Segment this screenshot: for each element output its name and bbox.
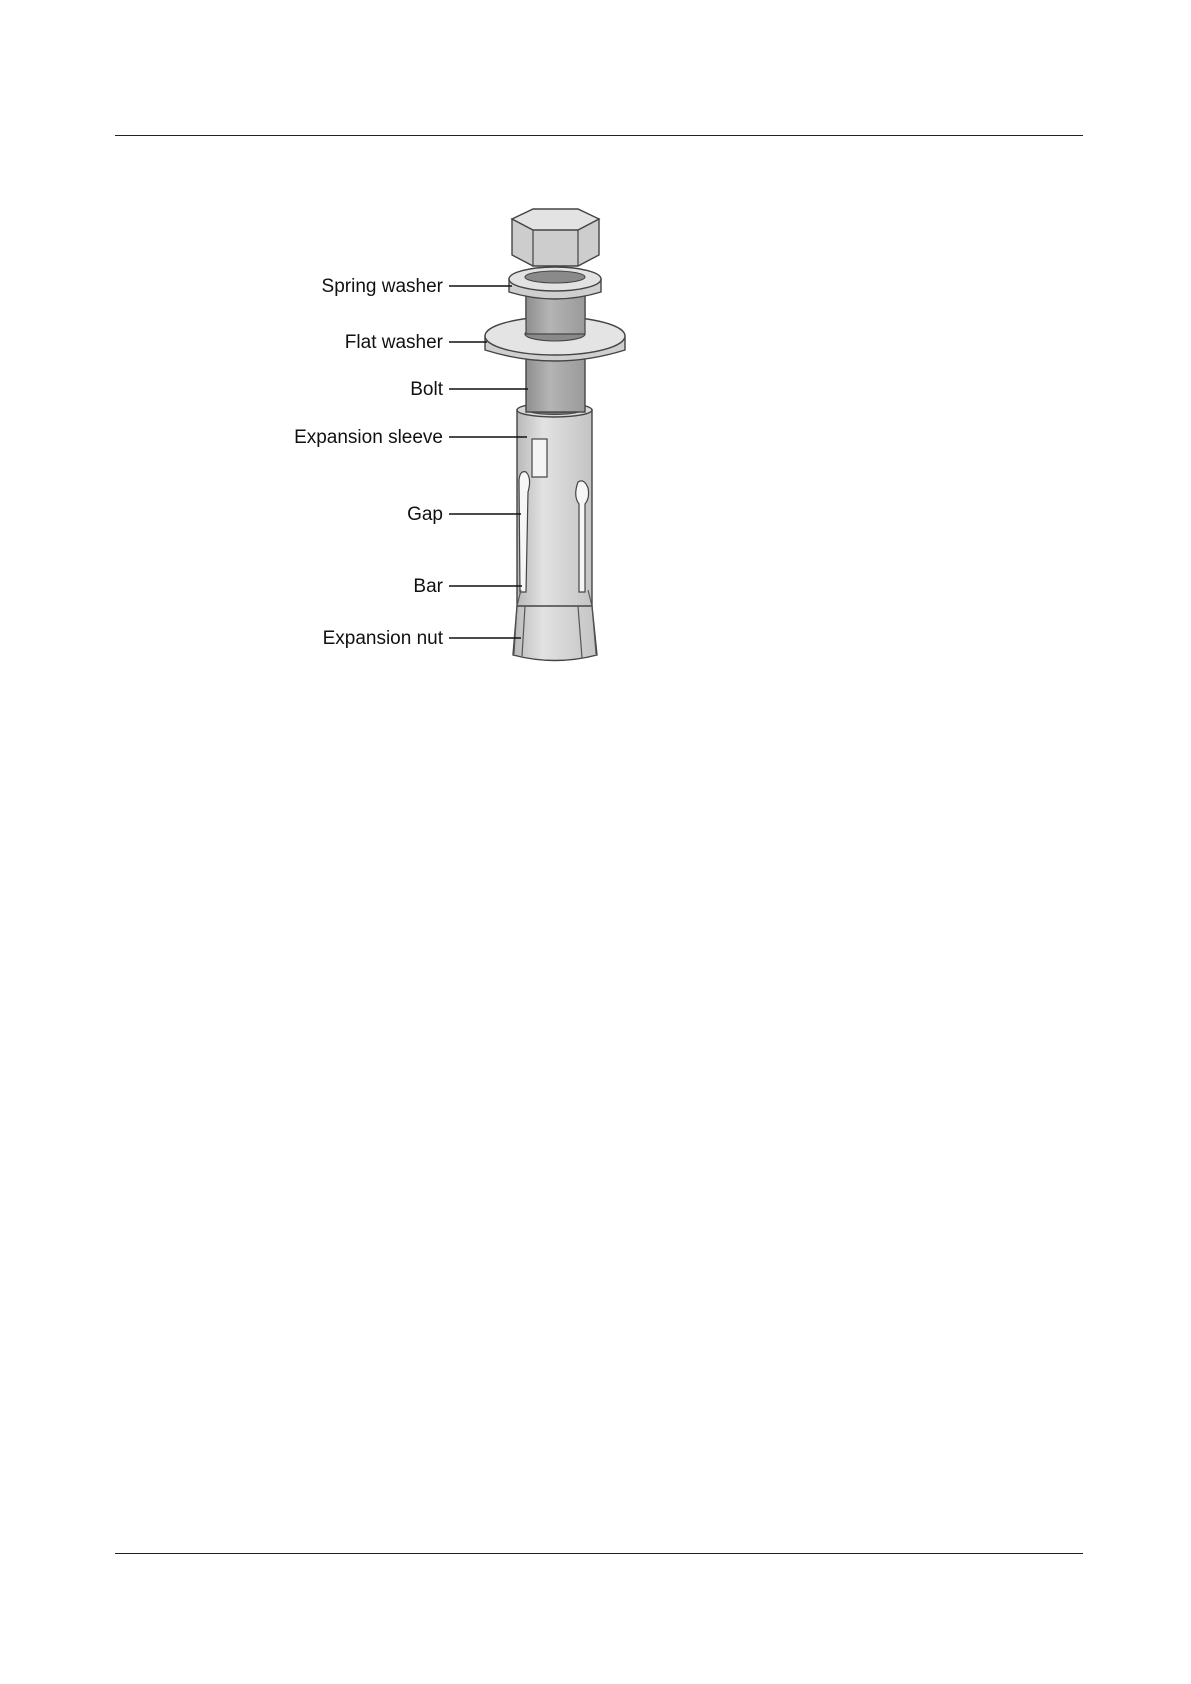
expansion-sleeve bbox=[517, 403, 592, 612]
footer-rule bbox=[115, 1553, 1083, 1554]
hex-head bbox=[512, 209, 599, 266]
label-expansion-nut: Expansion nut bbox=[322, 628, 443, 649]
flat-washer bbox=[485, 290, 625, 361]
label-bolt: Bolt bbox=[410, 379, 443, 400]
label-bar: Bar bbox=[413, 576, 443, 597]
label-gap: Gap bbox=[407, 504, 443, 525]
label-spring-washer: Spring washer bbox=[321, 276, 443, 297]
spring-washer bbox=[509, 267, 601, 299]
label-flat-washer: Flat washer bbox=[344, 332, 443, 353]
label-expansion-sleeve: Expansion sleeve bbox=[294, 427, 443, 448]
